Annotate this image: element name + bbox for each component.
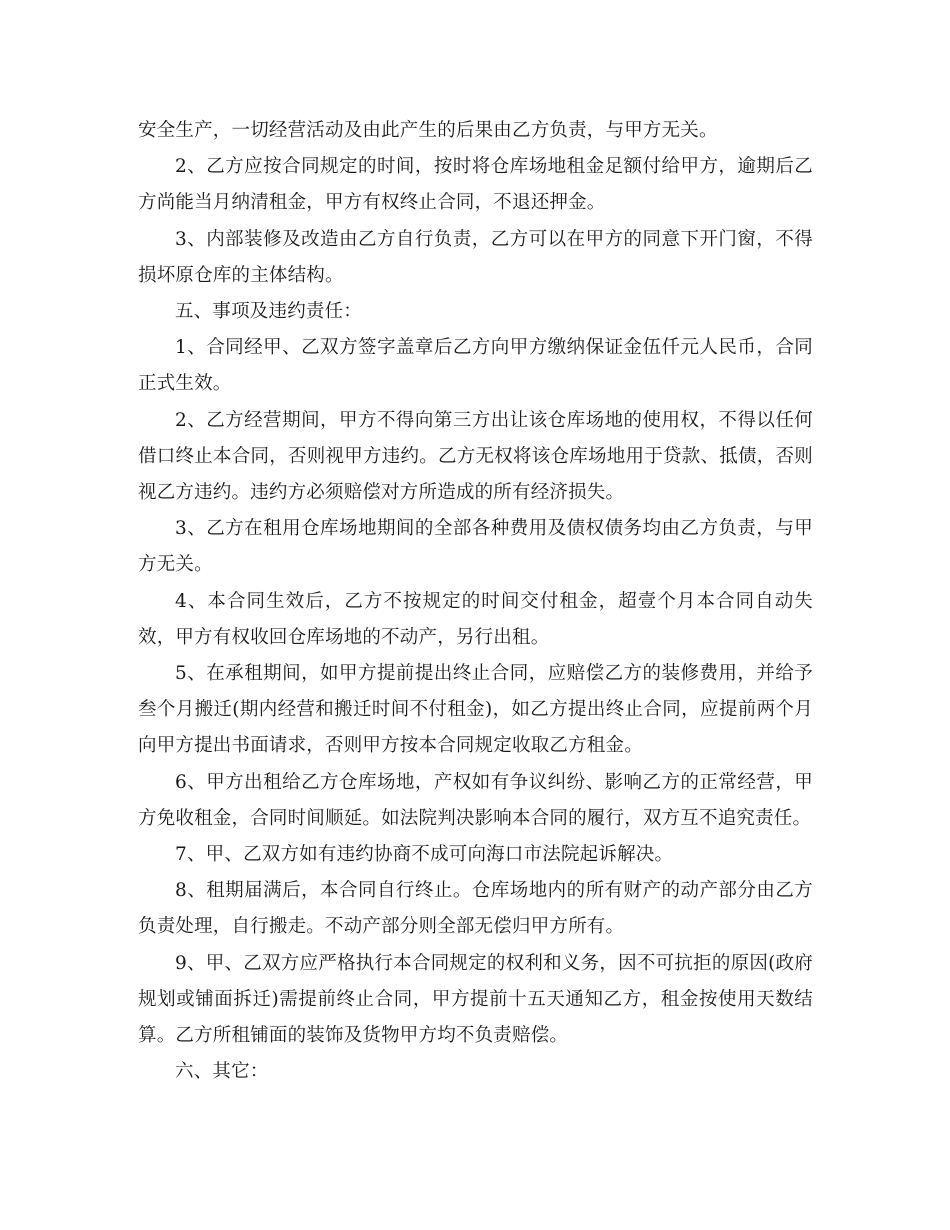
paragraph-continuation: 安全生产，一切经营活动及由此产生的后果由乙方负责，与甲方无关。 — [138, 120, 718, 141]
paragraph-clause-5-6: 6、甲方出租给乙方仓库场地，产权如有争议纠纷、影响乙方的正常经营，甲方免收租金，合同时间顺延。如法院判决影响本合同的履行，双方互不追究责任。 — [138, 771, 813, 829]
paragraph-clause-5-8: 8、租期届满后，本合同自行终止。仓库场地内的所有财产的动产部分由乙方负责处理，自行搬走。不动产部分则全部无偿归甲方所有。 — [138, 880, 813, 938]
paragraph-clause-4-3: 3、内部装修及改造由乙方自行负责，乙方可以在甲方的同意下开门窗，不得损坏原仓库的主体结构。 — [138, 228, 813, 286]
paragraph-clause-5-9: 9、甲、乙双方应严格执行本合同规定的权利和义务，因不可抗拒的原因(政府规划或铺面拆迁)需提前终止合同，甲方提前十五天通知乙方，租金按使用天数结算。乙方所租铺面的装饰及货物甲方均不负责赔偿。 — [138, 952, 813, 1047]
paragraph-clause-5-7: 7、甲、乙双方如有违约协商不成可向海口市法院起诉解决。 — [175, 844, 674, 866]
paragraph-clause-5-2: 2、乙方经营期间，甲方不得向第三方出让该仓库场地的使用权，不得以任何借口终止本合同，否则视甲方违约。乙方无权将该仓库场地用于贷款、抵债，否则视乙方违约。违约方必须赔偿对方所造成的所有经济损失。 — [138, 409, 813, 504]
document-body — [138, 113, 813, 1090]
paragraph-clause-5-4: 4、本合同生效后，乙方不按规定的时间交付租金，超壹个月本合同自动失效，甲方有权收回仓库场地的不动产，另行出租。 — [138, 590, 813, 648]
paragraph-clause-5-5: 5、在承租期间，如甲方提前提出终止合同，应赔偿乙方的装修费用，并给予叁个月搬迁(期内经营和搬迁时间不付租金)，如乙方提出终止合同，应提前两个月向甲方提出书面请求，否则甲方按本合同规定收取乙方租金。 — [138, 663, 813, 757]
paragraph-clause-4-2: 2、乙方应按合同规定的时间，按时将仓库场地租金足额付给甲方，逾期后乙方尚能当月纳清租金，甲方有权终止合同，不退还押金。 — [138, 156, 813, 214]
section-heading-5: 五、事项及违约责任： — [175, 301, 363, 323]
paragraph-clause-5-1: 1、合同经甲、乙双方签字盖章后乙方向甲方缴纳保证金伍仟元人民币，合同正式生效。 — [138, 337, 813, 395]
section-heading-6: 六、其它： — [175, 1061, 269, 1083]
paragraph-clause-5-3: 3、乙方在租用仓库场地期间的全部各种费用及债权债务均由乙方负责，与甲方无关。 — [138, 518, 813, 576]
